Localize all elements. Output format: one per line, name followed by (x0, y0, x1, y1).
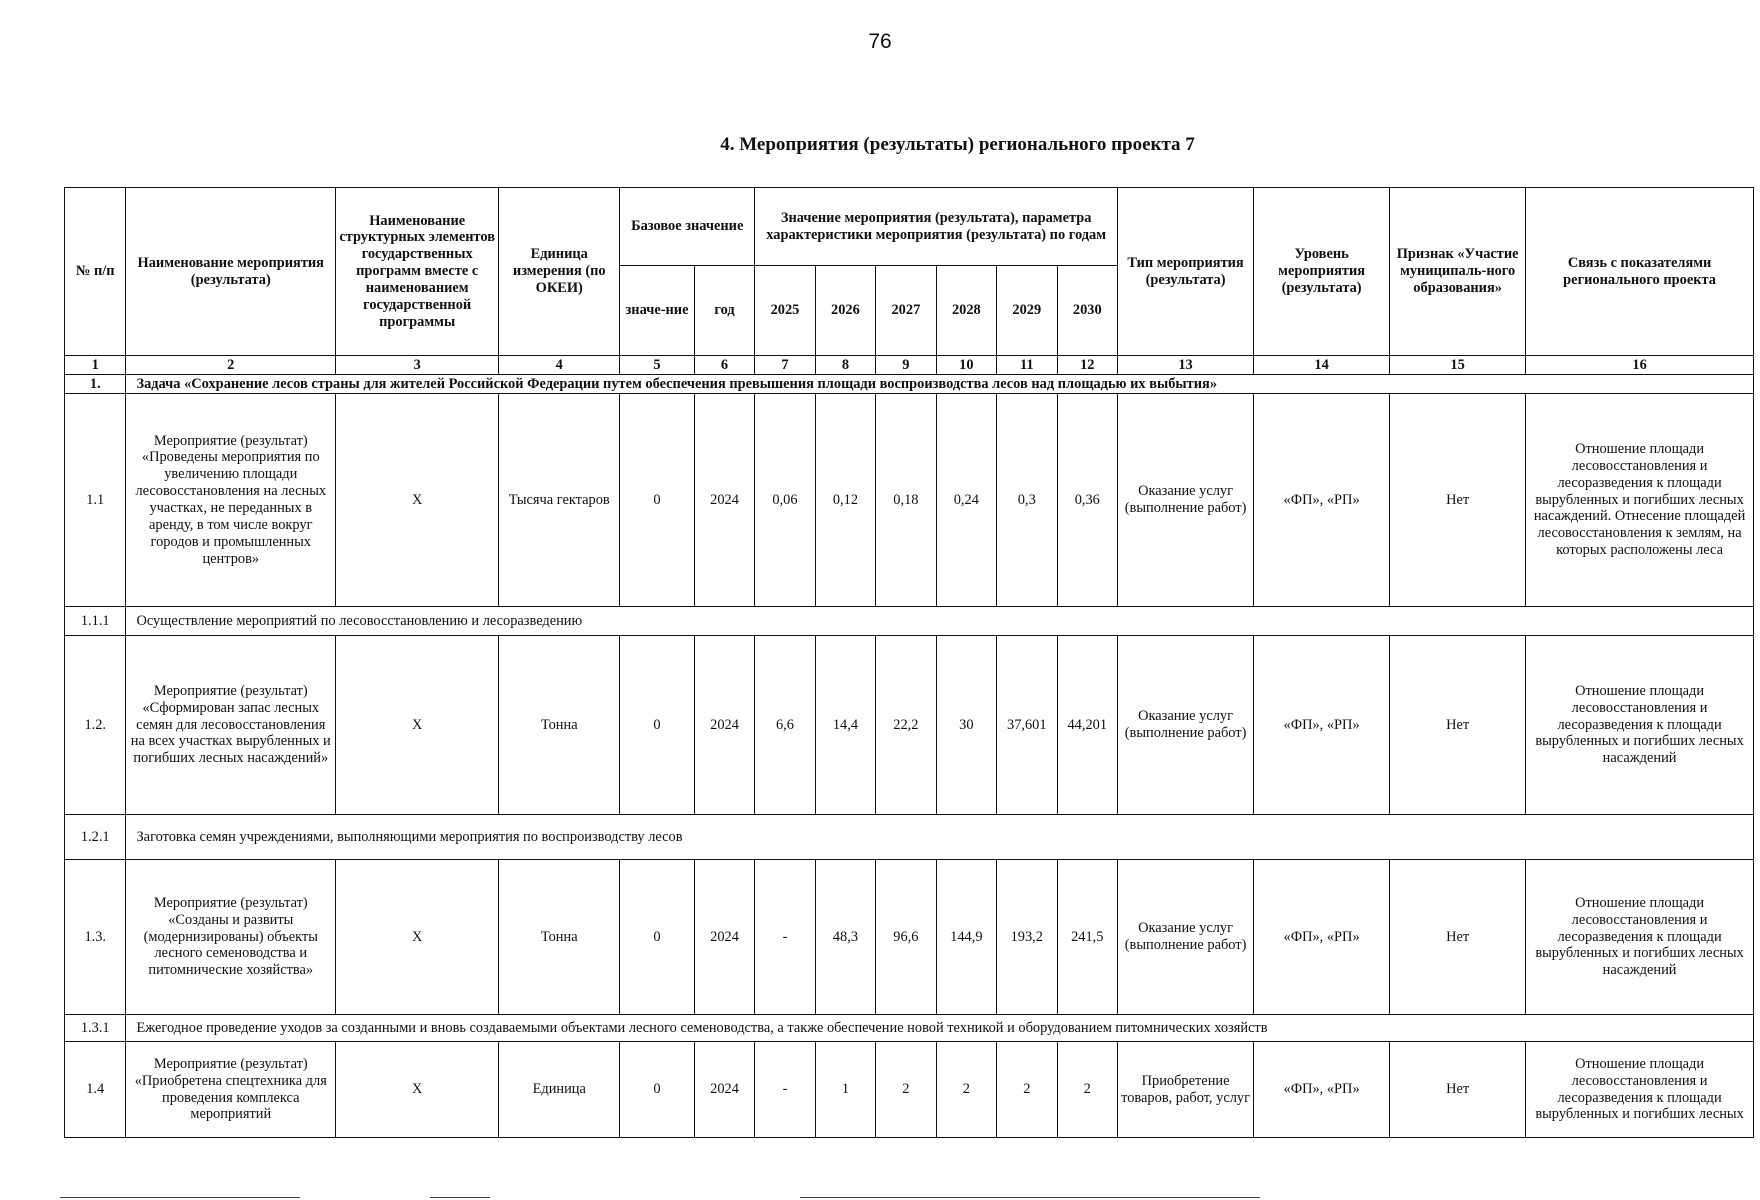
table-row (65, 636, 1754, 815)
header-link: Связь с показателями регионального проекта (1526, 188, 1754, 356)
event-name: Мероприятие (результат) «Приобретена спецтехника для проведения комплекса мероприятий (126, 1042, 336, 1138)
column-number: 2 (126, 356, 336, 375)
year-value: 193,2 (997, 860, 1057, 1015)
event-level: «ФП», «РП» (1254, 636, 1390, 815)
event-level: «ФП», «РП» (1254, 1042, 1390, 1138)
indicator-link: Отношение площади лесовосстановления и лесоразведения к площади вырубленных и погибших лесных насаждений (1526, 636, 1754, 815)
event-name: Мероприятие (результат) «Проведены мероприятия по увеличению площади лесовосстановления на лесных участках, не переданных в аренду, в том числе вокруг городов и промышленных центров» (126, 394, 336, 607)
header-name: Наименование мероприятия (результата) (126, 188, 336, 356)
scan-line (430, 1197, 490, 1198)
indicator-link: Отношение площади лесовосстановления и лесоразведения к площади вырубленных и погибших лесных насаждений. Отнесение площадей лесовосстановления к землям, на которых расположены леса (1526, 394, 1754, 607)
year-value: 2 (936, 1042, 996, 1138)
base-value: 0 (620, 860, 695, 1015)
document-title: 4. Мероприятия (результаты) регионального проекта 7 (720, 134, 1195, 155)
column-number: 11 (997, 356, 1057, 375)
year-value: 48,3 (815, 860, 875, 1015)
year-value: 0,18 (876, 394, 936, 607)
base-year: 2024 (694, 860, 754, 1015)
column-number: 7 (755, 356, 815, 375)
unit: Тонна (499, 636, 620, 815)
event-level: «ФП», «РП» (1254, 394, 1390, 607)
header-municipal: Признак «Участие муниципаль-ного образования» (1390, 188, 1526, 356)
year-value: 2 (997, 1042, 1057, 1138)
column-number: 13 (1118, 356, 1254, 375)
base-value: 0 (620, 1042, 695, 1138)
unit: Тонна (499, 860, 620, 1015)
year-value: 0,12 (815, 394, 875, 607)
unit: Тысяча гектаров (499, 394, 620, 607)
sub-row (65, 607, 1754, 636)
year-value: 37,601 (997, 636, 1057, 815)
header-unit: Единица измерения (по ОКЕИ) (499, 188, 620, 356)
sub-text: Ежегодное проведение уходов за созданными и вновь создаваемыми объектами лесного семеноводства, а также обеспечение новой техникой и оборудованием питомнических хозяйств (126, 1015, 1754, 1042)
year-value: 144,9 (936, 860, 996, 1015)
header-type: Тип мероприятия (результата) (1118, 188, 1254, 356)
year-value: 0,3 (997, 394, 1057, 607)
base-value: 0 (620, 636, 695, 815)
year-value: 241,5 (1057, 860, 1118, 1015)
table-row (65, 1042, 1754, 1138)
event-level: «ФП», «РП» (1254, 860, 1390, 1015)
event-name: Мероприятие (результат) «Сформирован запас лесных семян для лесовосстановления на всех участках вырубленных и погибших лесных насаждений» (126, 636, 336, 815)
task-text: Задача «Сохранение лесов страны для жителей Российской Федерации путем обеспечения превышения площади воспроизводства лесов над площадью их выбытия» (126, 375, 1754, 394)
header-base-value: значе-ние (620, 266, 695, 356)
base-year: 2024 (694, 1042, 754, 1138)
table-row (65, 860, 1754, 1015)
column-number: 1 (65, 356, 126, 375)
column-number: 5 (620, 356, 695, 375)
column-number: 3 (336, 356, 499, 375)
year-value: 44,201 (1057, 636, 1118, 815)
year-value: 2 (1057, 1042, 1118, 1138)
municipal-flag: Нет (1390, 394, 1526, 607)
event-type: Оказание услуг (выполнение работ) (1118, 860, 1254, 1015)
year-value: 6,6 (755, 636, 815, 815)
event-type: Оказание услуг (выполнение работ) (1118, 394, 1254, 607)
column-number: 14 (1254, 356, 1390, 375)
column-numbers-row (65, 356, 1754, 375)
event-name: Мероприятие (результат) «Созданы и развиты (модернизированы) объекты лесного семеноводства и питомнические хозяйства» (126, 860, 336, 1015)
header-number: № п/п (65, 188, 126, 356)
table-row (65, 394, 1754, 607)
column-number: 15 (1390, 356, 1526, 375)
header-year: 2028 (936, 266, 996, 356)
task-number: 1. (65, 375, 126, 394)
year-value: 0,06 (755, 394, 815, 607)
header-year: 2025 (755, 266, 815, 356)
structural-element: Х (336, 394, 499, 607)
year-value: 96,6 (876, 860, 936, 1015)
column-number: 12 (1057, 356, 1118, 375)
header-structural: Наименование структурных элементов государственных программ вместе с наименованием государственной программы (336, 188, 499, 356)
header-year: 2029 (997, 266, 1057, 356)
scan-line (800, 1197, 1260, 1198)
event-type: Оказание услуг (выполнение работ) (1118, 636, 1254, 815)
header-level: Уровень мероприятия (результата) (1254, 188, 1390, 356)
year-value: - (755, 1042, 815, 1138)
structural-element: Х (336, 1042, 499, 1138)
sub-number: 1.1.1 (65, 607, 126, 636)
municipal-flag: Нет (1390, 636, 1526, 815)
year-value: 0,36 (1057, 394, 1118, 607)
column-number: 6 (694, 356, 754, 375)
year-value: 1 (815, 1042, 875, 1138)
municipal-flag: Нет (1390, 860, 1526, 1015)
page-number: 76 (868, 30, 892, 53)
header-base-year: год (694, 266, 754, 356)
header-year: 2027 (876, 266, 936, 356)
row-number: 1.1 (65, 394, 126, 607)
header-base: Базовое значение (620, 188, 755, 266)
row-number: 1.3. (65, 860, 126, 1015)
header-year: 2026 (815, 266, 875, 356)
base-year: 2024 (694, 394, 754, 607)
year-value: 14,4 (815, 636, 875, 815)
sub-row (65, 815, 1754, 860)
indicator-link: Отношение площади лесовосстановления и лесоразведения к площади вырубленных и погибших лесных (1526, 1042, 1754, 1138)
year-value: 2 (876, 1042, 936, 1138)
year-value: 0,24 (936, 394, 996, 607)
sub-row (65, 1015, 1754, 1042)
column-number: 8 (815, 356, 875, 375)
event-type: Приобретение товаров, работ, услуг (1118, 1042, 1254, 1138)
year-value: - (755, 860, 815, 1015)
municipal-flag: Нет (1390, 1042, 1526, 1138)
sub-text: Осуществление мероприятий по лесовосстановлению и лесоразведению (126, 607, 1754, 636)
column-number: 16 (1526, 356, 1754, 375)
column-number: 10 (936, 356, 996, 375)
year-value: 30 (936, 636, 996, 815)
base-year: 2024 (694, 636, 754, 815)
row-number: 1.2. (65, 636, 126, 815)
task-row (65, 375, 1754, 394)
sub-number: 1.2.1 (65, 815, 126, 860)
year-value: 22,2 (876, 636, 936, 815)
column-number: 4 (499, 356, 620, 375)
row-number: 1.4 (65, 1042, 126, 1138)
header-year: 2030 (1057, 266, 1118, 356)
base-value: 0 (620, 394, 695, 607)
column-number: 9 (876, 356, 936, 375)
unit: Единица (499, 1042, 620, 1138)
events-table (64, 187, 1754, 1138)
sub-text: Заготовка семян учреждениями, выполняющими мероприятия по воспроизводству лесов (126, 815, 1754, 860)
structural-element: Х (336, 636, 499, 815)
sub-number: 1.3.1 (65, 1015, 126, 1042)
header-values-group: Значение мероприятия (результата), параметра характеристики мероприятия (результата) по годам (755, 188, 1118, 266)
indicator-link: Отношение площади лесовосстановления и лесоразведения к площади вырубленных и погибших лесных насаждений (1526, 860, 1754, 1015)
structural-element: Х (336, 860, 499, 1015)
scan-line (60, 1197, 300, 1198)
